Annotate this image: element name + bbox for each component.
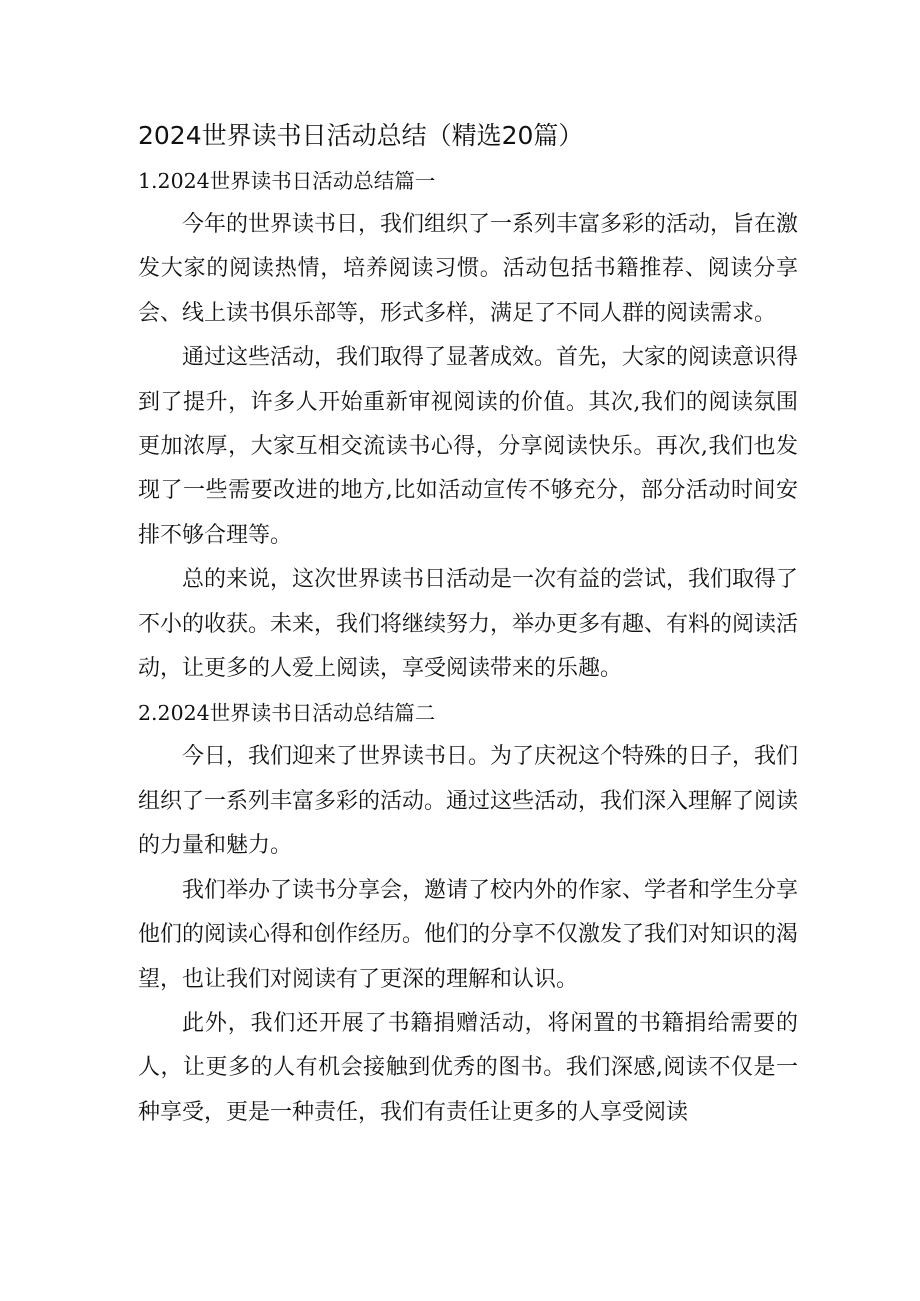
paragraph: 总的来说，这次世界读书日活动是一次有益的尝试，我们取得了不小的收获。未来，我们将继续努力，举办更多有趣、有料的阅读活动，让更多的人爱上阅读，享受阅读带来的乐趣。: [138, 567, 799, 682]
paragraph: 今日，我们迎来了世界读书日。为了庆祝这个特殊的日子，我们组织了一系列丰富多彩的活动。通过这些活动，我们深入理解了阅读的力量和魅力。: [138, 744, 799, 859]
document-page: [138, 113, 798, 1135]
section-heading: 1.2024世界读书日活动总结篇一: [138, 169, 436, 193]
section-1: [138, 159, 798, 691]
section-2: [138, 691, 798, 1135]
paragraph: 此外，我们还开展了书籍捐赠活动，将闲置的书籍捐给需要的人，让更多的人有机会接触到优秀的图书。我们深感,阅读不仅是一种享受，更是一种责任，我们有责任让更多的人享受阅读: [138, 1010, 798, 1125]
paragraph: 通过这些活动，我们取得了显著成效。首先，大家的阅读意识得到了提升，许多人开始重新审视阅读的价值。其次,我们的阅读氛围更加浓厚，大家互相交流读书心得，分享阅读快乐。再次,我们也发现了一些需要改进的地方,比如活动宣传不够充分，部分活动时间安排不够合理等。: [138, 345, 799, 548]
paragraph: 今年的世界读书日，我们组织了一系列丰富多彩的活动，旨在激发大家的阅读热情，培养阅读习惯。活动包括书籍推荐、阅读分享会、线上读书俱乐部等，形式多样，满足了不同人群的阅读需求。: [138, 212, 799, 326]
document-title: 2024世界读书日活动总结（精选20篇）: [138, 121, 584, 150]
paragraph: 我们举办了读书分享会，邀请了校内外的作家、学者和学生分享他们的阅读心得和创作经历。他们的分享不仅激发了我们对知识的渴望，也让我们对阅读有了更深的理解和认识。: [138, 877, 799, 992]
section-heading: 2.2024世界读书日活动总结篇二: [138, 701, 436, 726]
